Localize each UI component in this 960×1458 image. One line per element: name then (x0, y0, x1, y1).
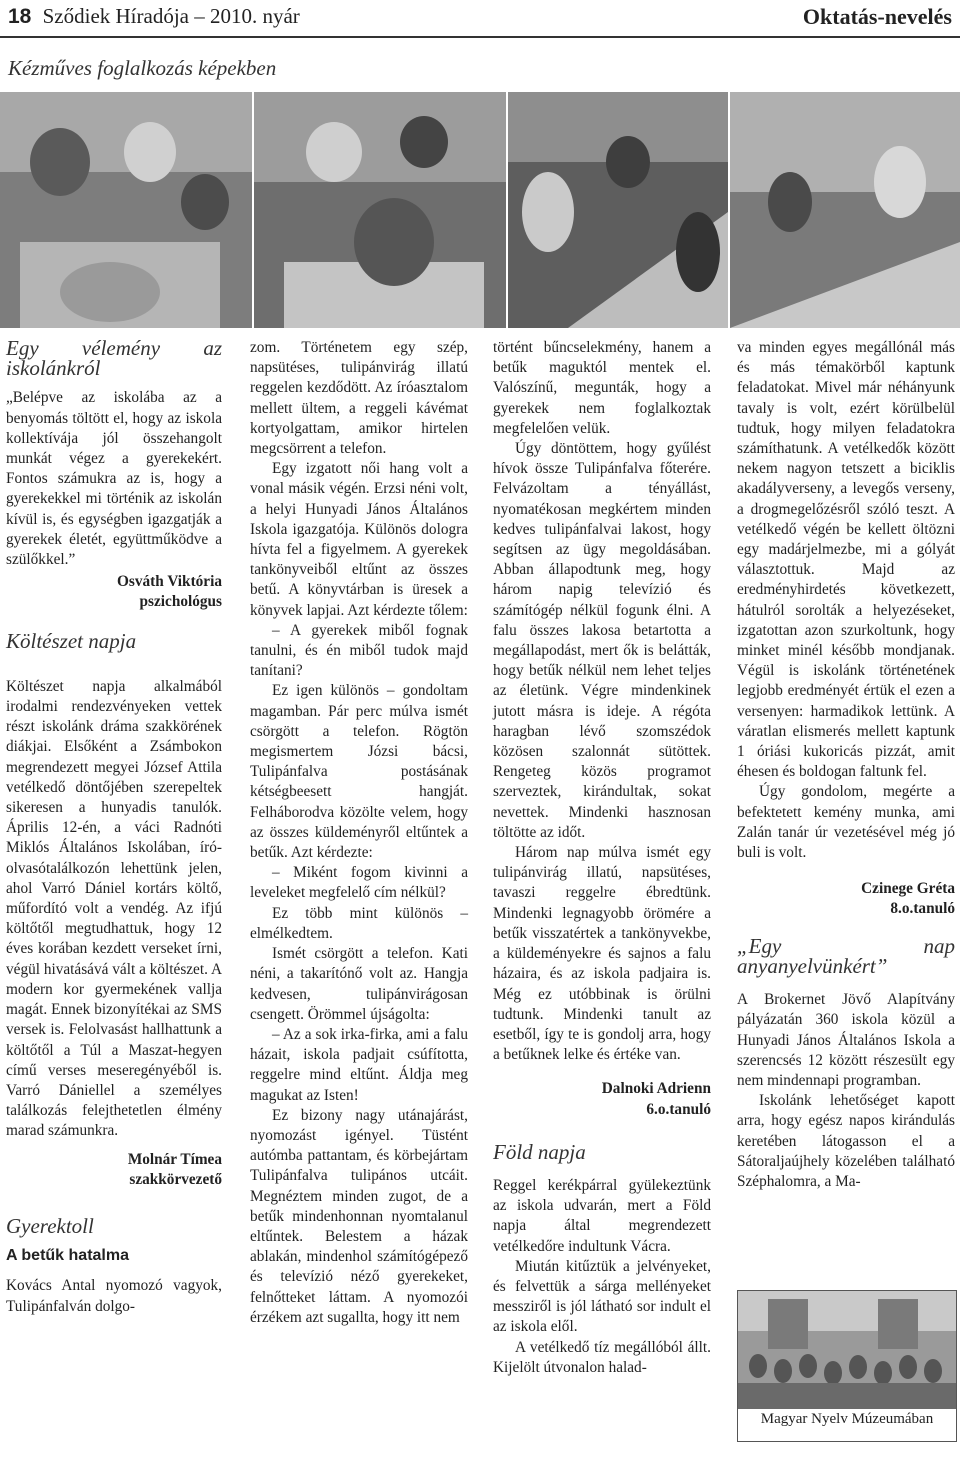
earth-day-paragraph-5: Úgy gondolom, megérte a befektetett kemény munka, ami Zalán tanár úr vezetésével még jó buli is volt. (737, 783, 955, 862)
header-left (8, 4, 300, 29)
signature-osvath-name: Osváth Viktória (117, 573, 222, 591)
article-title-poetry-day: Költészet napja (6, 628, 137, 653)
earth-day-paragraph-1: Reggel kerékpárral gyülekeztünk az iskola udvarán, mert a Föld napja által megrendezett vetélkedőre indultunk Vácra. (493, 1176, 711, 1255)
signature-czinege-name: Czinege Gréta (861, 880, 955, 898)
betuk-paragraph-6: Ez több mint különös – elmélkedtem. (250, 904, 468, 942)
page-number: 18 (8, 5, 32, 28)
betuk-paragraph-9: Ez bizony nagy utánajárást, nyomozást igényel. Tüstént autómba pattantam, és körbejártam Tulipánfalva tulipános utcáit. Megnéztem minden zugot, de a betűk mindenhonnan nyomtalanul eltűntek. Belestem a házak ablakán, mindenhol számítógépező és televízió néző gyerekeket, felnőtteket láttam. A nyomozói érzékem azt sugallta, hogy itt nem (250, 1106, 468, 1326)
column-3 (493, 338, 711, 1378)
museum-photo (738, 1291, 956, 1409)
section-name: Oktatás-nevelés (802, 4, 952, 29)
article-title-earth-day: Föld napja (493, 1139, 586, 1164)
museum-photo-caption: Magyar Nyelv Múzeumában (760, 1411, 934, 1427)
signature-dalnoki-name: Dalnoki Adrienn (601, 1080, 711, 1098)
mother-tongue-paragraph-2: Iskolánk lehetőséget kapott arra, hogy egész napos kirándulás keretében látogasson el a Sátoraljaújhely közelében található Széphalomra, a Ma- (737, 1092, 955, 1190)
earth-day-paragraph-4: va minden egyes megállónál más és más témakörből kaptunk feladatokat. Mivel már néhányunk tavaly is volt, ezért körülbelül tudtuk, hogy milyen feladatokra számíthatunk. A vetélkedők között nekem nagyon tetszett a biciklis akadályverseny, a levegős verseny, a drogmegelőzésről szóló teszt. A vetélkedő végén be kellett öltözni egy madárjelmezbe, mi a gólyát választottuk. Majd az eredményhirdetés következett, hátulról sorolták a helyezéseket, izgatottan azon szurkoltunk, hogy minket minél később mondjanak. Végül is iskolánk történetének legjobb eredményét értük el ezen a versenyen: harmadikok lettünk. A váratlan elismerés mellett kaptunk 1 óriási kukoricás pizzát, amit éhesen és boldogan faltunk fel. (737, 339, 955, 781)
museum-photo-frame (737, 1290, 957, 1442)
betuk-paragraph-12: Három nap múlva ismét egy tulipánvirág illatú, napsütéses, tavaszi reggelre ébredtünk. Mindenki legnagyobb örömére a betűk visszatértek a tankönyvekbe, a küldeményekre és sajnos a falu házaira, és az iskola padjaira is. Még ez utóbbinak is örülni tudtunk. Mindenki tanult az esetből, így te is gondolj arra, hogy a betűknek lelke és értéke van. (493, 844, 711, 1064)
betuk-paragraph-11: Úgy döntöttem, hogy gyűlést hívok össze Tulipánfalva főterére. Felvázoltam a tényállást, nyomatékosan megkértem minden kedves tulipánfalvai lakost, hogy segítsen az ügy megoldásában. Abban állapodtunk meg, hogy három napig televízió és számítógép nélkül fogunk élni. A falu összes lakosa betartotta a megállapodást, mert ők is belátták, hogy betűk nélkül nem lehet teljes az életünk. Végre mindenkinek jutott másra is ideje. A régóta haragban lévő szomszédok közösen szalonnát sütöttek. Rengeteg közös programot szerveztek, kirándultak, sokat nevettek. Mindenki hasznosan töltötte az időt. (493, 440, 711, 841)
signature-dalnoki-role: 6.o.tanuló (646, 1100, 711, 1118)
signature-molnar-name: Molnár Tímea (127, 1150, 222, 1168)
betuk-paragraph-1: zom. Történetem egy szép, napsütéses, tulipánvirág illatú reggelen kezdődött. Az íróasztalom mellett ültem, a reggeli kávémat kortyolgattam, amikor hirtelen megcsörrent a telefon. (250, 339, 468, 458)
photo-crafts-4 (730, 92, 960, 328)
betuk-paragraph-3: – A gyerekek miből fognak tanulni, és én miből tudok majd tanítani? (250, 621, 468, 680)
photo-strip (0, 92, 960, 328)
signature-molnar-role: szakkörvezető (129, 1170, 222, 1188)
betuk-paragraph-10: történt bűncselekmény, hanem a betűk maguktól mentek el. Valószínű, megunták, hogy a gyerekek nem foglalkoztak megfelelően velük. (493, 339, 711, 437)
betuk-paragraph-5: – Miként fogom kivinni a leveleket megfelelő cím nélkül? (250, 864, 468, 902)
header-rule (0, 36, 960, 38)
photo-strip-title: Kézműves foglalkozás képekben (8, 56, 277, 80)
photo-crafts-1 (0, 92, 252, 328)
betuk-paragraph-2: Egy izgatott női hang volt a vonal másik végén. Erzsi néni volt, a helyi Hunyadi János Általános Iskola igazgatója. Különös dologra hívta fel a figyelmem. A gyerekek tankönyveiből eltűnt az összes betű. A könyvtárban is üresek a könyvek lapjai. Azt kérdezte tőlem: (250, 460, 468, 619)
photo-crafts-3 (508, 92, 728, 328)
betuk-paragraph-8: – Az a sok irka-firka, ami a falu házait, iskola padjait csúfította, reggelre mind eltűnt. Áldja meg magukat az Isten! (250, 1025, 468, 1104)
publication-name: Sződiek Híradója – 2010. nyár (42, 4, 300, 28)
column-2 (250, 338, 468, 1328)
poetry-day-body: Költészet napja alkalmából irodalmi rendezvényeken vettek részt iskolánk dráma szakkörének diákjai. Elsőként a Zsámbokon megrendezett megyei József Attila vetélkedő döntőjében szerepeltek sikeresen a hunyadis tanulók. Április 12-én, a váci Radnóti Miklós Általános Iskolában, író-olvasótalálkozón lehettünk jelen, ahol Varró Dániel kortárs költő, műfordító volt a vendég. Az ifjú költőtől megtudhattuk, hogy 12 éves korában kezdett verseket írni, végül hivatásává vált a költészet. A modern kor gyermekének vallja magát. Ennek bizonyítékai az SMS versek is. Felolvasást hallhattunk a költőtől a Túl a Maszat-hegyen című verses meseregényéből is. Varró Dániellel a személyes találkozás felejthetetlen élmény marad számunkra. (6, 677, 222, 1140)
page-header (0, 0, 960, 40)
mother-tongue-paragraph-1: A Brokernet Jövő Alapítvány pályázatán 360 iskola közül a Hunyadi János Általános Iskola a szerencsés 12 között részesült egy nem mindennapi programban. (737, 991, 955, 1089)
article-title-mother-tongue: „Egy nap anyanyelvünkért” (737, 933, 955, 978)
betuk-paragraph-4: Ez igen különös – gondoltam magamban. Pár perc múlva ismét csörgött a telefon. Rögtön megismertem Józsi bácsi, Tulipánfalva postásának kétségbeesett hangját. Felháborodva közölte velem, hogy az összes küldeményről eltűntek a betűk. Azt kérdezte: (250, 682, 468, 862)
signature-czinege-role: 8.o.tanuló (890, 900, 955, 918)
photo-crafts-2 (254, 92, 506, 328)
betuk-body-start: Kovács Antal nyomozó vagyok, Tulipánfalván dolgo- (6, 1277, 222, 1315)
column-4 (737, 338, 955, 1192)
opinion-quote: „Belépve az iskolába az a benyomás töltött el, hogy az iskola kollektívája jól összehangolt munkát végez a gyerekekért. Fontos számukra az is, hogy a gyerekekkel mi történik az iskolán kívül is, és egységben igazgatják a gyerekek életét, együttműködve a szülőkkel.” (6, 389, 222, 569)
betuk-paragraph-7: Ismét csörgött a telefon. Kati néni, a takarítónő volt az. Hangja kedvesen, tulipánvirágosan csengett. Örömmel újságolta: (250, 945, 468, 1023)
earth-day-paragraph-3: A vetélkedő tíz megállóból állt. Kijelölt útvonalon halad- (493, 1338, 711, 1376)
earth-day-paragraph-2: Miután kitűztük a jelvényeket, és felvettük a sárga mellényeket messziről is jól látható sor indult el az iskola elől. (493, 1257, 711, 1336)
article-title-gyerektoll: Gyerektoll (6, 1213, 94, 1238)
article-title-opinion: Egy vélemény az iskolánkról (6, 336, 222, 381)
article-subtitle-betuk: A betűk hatalma (6, 1247, 129, 1265)
signature-osvath-role: pszichológus (139, 593, 222, 611)
column-1 (6, 338, 222, 1317)
